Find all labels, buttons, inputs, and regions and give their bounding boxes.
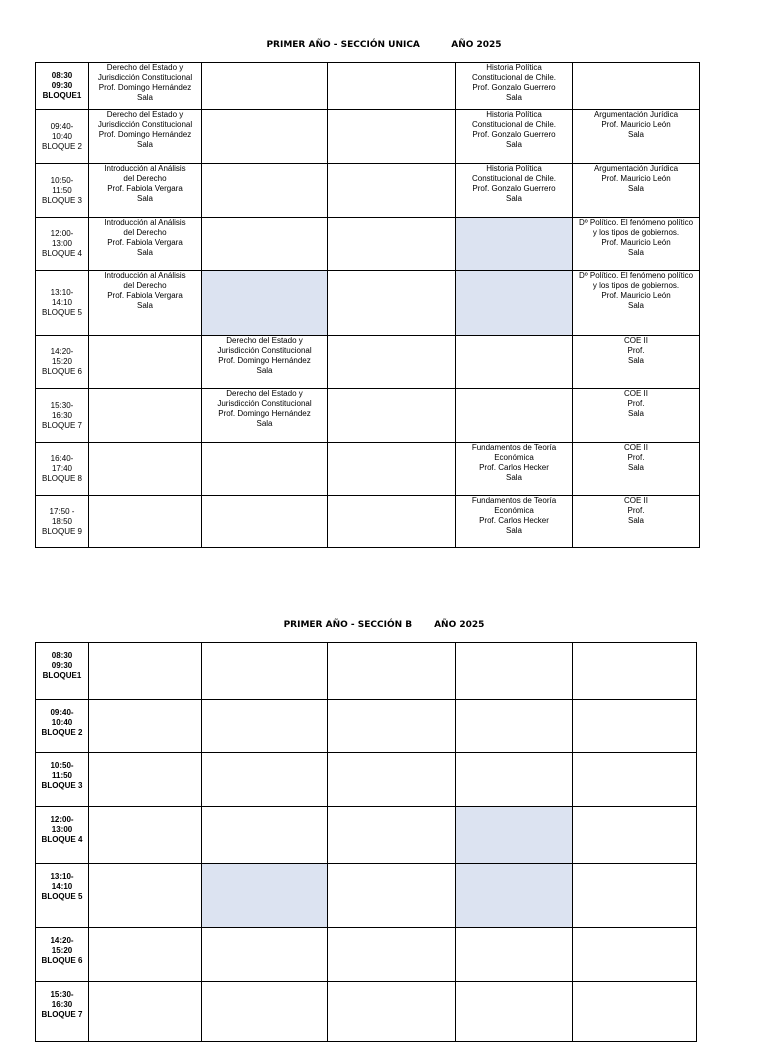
class-cell (202, 496, 328, 548)
class-cell (573, 982, 697, 1042)
class-cell: COE II Prof. Sala (573, 336, 700, 389)
class-cell: COE II Prof. Sala (573, 443, 700, 496)
time-cell: 15:30- 16:30 BLOQUE 7 (36, 982, 89, 1042)
empty-shaded-cell (202, 864, 328, 928)
class-cell (202, 110, 328, 164)
schedule-table-section-unica (35, 62, 700, 548)
class-cell (573, 63, 700, 110)
empty-shaded-cell (456, 271, 573, 336)
empty-shaded-cell (456, 864, 573, 928)
empty-shaded-cell (456, 807, 573, 864)
class-cell (89, 864, 202, 928)
class-cell: Derecho del Estado y Jurisdicción Constitucional Prof. Domingo Hernández Sala (89, 63, 202, 110)
class-cell (89, 496, 202, 548)
class-cell (328, 389, 456, 443)
class-cell (573, 807, 697, 864)
class-cell (202, 928, 328, 982)
class-cell (202, 982, 328, 1042)
class-cell (202, 443, 328, 496)
class-cell (328, 982, 456, 1042)
class-cell: Dº Político. El fenómeno político y los tipos de gobiernos. Prof. Mauricio León Sala (573, 271, 700, 336)
class-cell: Introducción al Análisis del Derecho Prof. Fabiola Vergara Sala (89, 218, 202, 271)
class-cell (456, 982, 573, 1042)
class-cell (89, 643, 202, 700)
class-cell (89, 928, 202, 982)
class-cell (202, 164, 328, 218)
class-cell (202, 63, 328, 110)
class-cell (328, 110, 456, 164)
time-cell: 10:50- 11:50 BLOQUE 3 (36, 753, 89, 807)
class-cell (328, 864, 456, 928)
time-cell: 14:20- 15:20 BLOQUE 6 (36, 928, 89, 982)
class-cell (328, 643, 456, 700)
class-cell: Argumentación Jurídica Prof. Mauricio León Sala (573, 110, 700, 164)
class-cell (328, 443, 456, 496)
class-cell (89, 336, 202, 389)
class-cell: Fundamentos de Teoría Económica Prof. Carlos Hecker Sala (456, 496, 573, 548)
time-cell: 12:00- 13:00 BLOQUE 4 (36, 807, 89, 864)
class-cell: Introducción al Análisis del Derecho Prof. Fabiola Vergara Sala (89, 271, 202, 336)
class-cell (456, 753, 573, 807)
class-cell (202, 807, 328, 864)
class-cell (573, 928, 697, 982)
schedule-table-section-b (35, 642, 697, 1042)
class-cell: COE II Prof. Sala (573, 496, 700, 548)
class-cell (328, 700, 456, 753)
class-cell: Derecho del Estado y Jurisdicción Constitucional Prof. Domingo Hernández Sala (202, 336, 328, 389)
class-cell (89, 389, 202, 443)
class-cell (89, 982, 202, 1042)
section-a-title: PRIMER AÑO - SECCIÓN UNICA AÑO 2025 (266, 40, 502, 50)
time-cell: 09:40- 10:40 BLOQUE 2 (36, 110, 89, 164)
empty-shaded-cell (456, 218, 573, 271)
class-cell (573, 700, 697, 753)
time-cell: 09:40- 10:40 BLOQUE 2 (36, 700, 89, 753)
time-cell: 17:50 - 18:50 BLOQUE 9 (36, 496, 89, 548)
class-cell (456, 389, 573, 443)
class-cell (456, 928, 573, 982)
class-cell: Introducción al Análisis del Derecho Prof. Fabiola Vergara Sala (89, 164, 202, 218)
class-cell (202, 753, 328, 807)
class-cell (573, 643, 697, 700)
empty-shaded-cell (202, 271, 328, 336)
class-cell: Derecho del Estado y Jurisdicción Constitucional Prof. Domingo Hernández Sala (202, 389, 328, 443)
class-cell (456, 700, 573, 753)
class-cell: Derecho del Estado y Jurisdicción Constitucional Prof. Domingo Hernández Sala (89, 110, 202, 164)
time-cell: 12:00- 13:00 BLOQUE 4 (36, 218, 89, 271)
time-cell: 10:50- 11:50 BLOQUE 3 (36, 164, 89, 218)
class-cell (328, 928, 456, 982)
section-b-title: PRIMER AÑO - SECCIÓN B AÑO 2025 (283, 620, 485, 630)
class-cell: Historia Política Constitucional de Chile. Prof. Gonzalo Guerrero Sala (456, 164, 573, 218)
class-cell (202, 643, 328, 700)
class-cell (89, 700, 202, 753)
class-cell (202, 218, 328, 271)
class-cell (328, 496, 456, 548)
class-cell (573, 864, 697, 928)
class-cell: Historia Política Constitucional de Chile. Prof. Gonzalo Guerrero Sala (456, 110, 573, 164)
time-cell: 08:30 09:30 BLOQUE1 (36, 63, 89, 110)
class-cell: COE II Prof. Sala (573, 389, 700, 443)
class-cell (328, 336, 456, 389)
class-cell: Argumentación Jurídica Prof. Mauricio León Sala (573, 164, 700, 218)
class-cell (328, 164, 456, 218)
class-cell: Dº Político. El fenómeno político y los tipos de gobiernos. Prof. Mauricio León Sala (573, 218, 700, 271)
time-cell: 13:10- 14:10 BLOQUE 5 (36, 864, 89, 928)
class-cell (202, 700, 328, 753)
class-cell: Historia Política Constitucional de Chile. Prof. Gonzalo Guerrero Sala (456, 63, 573, 110)
time-cell: 14:20- 15:20 BLOQUE 6 (36, 336, 89, 389)
class-cell (89, 753, 202, 807)
class-cell (573, 753, 697, 807)
class-cell (328, 807, 456, 864)
class-cell (328, 271, 456, 336)
class-cell (89, 807, 202, 864)
class-cell (328, 218, 456, 271)
time-cell: 16:40- 17:40 BLOQUE 8 (36, 443, 89, 496)
class-cell (456, 336, 573, 389)
time-cell: 13:10- 14:10 BLOQUE 5 (36, 271, 89, 336)
class-cell: Fundamentos de Teoría Económica Prof. Carlos Hecker Sala (456, 443, 573, 496)
time-cell: 15:30- 16:30 BLOQUE 7 (36, 389, 89, 443)
class-cell (456, 643, 573, 700)
class-cell (328, 753, 456, 807)
class-cell (328, 63, 456, 110)
class-cell (89, 443, 202, 496)
time-cell: 08:30 09:30 BLOQUE1 (36, 643, 89, 700)
